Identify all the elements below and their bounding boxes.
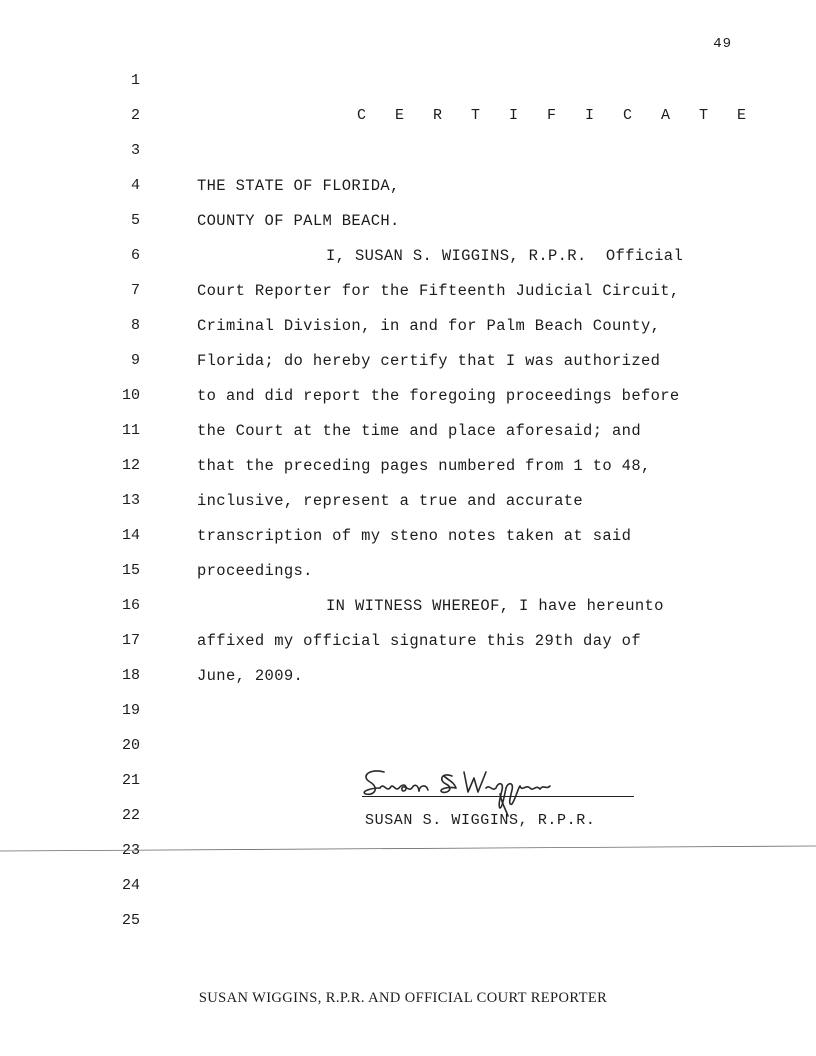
line-number-5: 5 (130, 212, 140, 229)
line-number-12: 12 (121, 457, 140, 474)
line-number-4: 4 (130, 177, 140, 194)
line-number-23: 23 (121, 842, 140, 859)
horizontal-rule (0, 844, 816, 854)
line-text-16: IN WITNESS WHEREOF, I have hereunto (326, 597, 664, 615)
footer-reporter: SUSAN WIGGINS, R.P.R. AND OFFICIAL COURT REPORTER (198, 990, 608, 1006)
line-number-20: 20 (121, 737, 140, 754)
line-number-21: 21 (121, 772, 140, 789)
line-text-8: Criminal Division, in and for Palm Beach County, (197, 317, 661, 335)
line-text-12: that the preceding pages numbered from 1 to 48, (197, 457, 651, 475)
line-text-5: COUNTY OF PALM BEACH. (197, 212, 400, 230)
line-text-15: proceedings. (197, 562, 313, 580)
signer-name: SUSAN S. WIGGINS, R.P.R. (365, 812, 596, 829)
line-number-15: 15 (121, 562, 140, 579)
line-number-17: 17 (121, 632, 140, 649)
line-number-22: 22 (121, 807, 140, 824)
line-text-14: transcription of my steno notes taken at said (197, 527, 632, 545)
line-number-9: 9 (130, 352, 140, 369)
line-number-6: 6 (130, 247, 140, 264)
line-text-11: the Court at the time and place aforesaid; and (197, 422, 641, 440)
line-text-6: I, SUSAN S. WIGGINS, R.P.R. Official (326, 247, 684, 265)
line-text-9: Florida; do hereby certify that I was authorized (197, 352, 661, 370)
line-text-13: inclusive, represent a true and accurate (197, 492, 584, 510)
line-number-16: 16 (121, 597, 140, 614)
line-number-14: 14 (121, 527, 140, 544)
line-number-1: 1 (130, 72, 140, 89)
handwritten-signature (340, 758, 640, 818)
line-text-4: THE STATE OF FLORIDA, (197, 177, 400, 195)
line-number-3: 3 (130, 142, 140, 159)
line-number-7: 7 (130, 282, 140, 299)
line-text-10: to and did report the foregoing proceedings before (197, 387, 680, 405)
signature-line (362, 796, 634, 797)
line-number-19: 19 (121, 702, 140, 719)
page-number: 49 (713, 36, 732, 52)
line-number-11: 11 (121, 422, 140, 439)
certificate-title: C E R T I F I C A T E (357, 107, 757, 124)
line-text-17: affixed my official signature this 29th day of (197, 632, 641, 650)
line-number-18: 18 (121, 667, 140, 684)
line-number-10: 10 (121, 387, 140, 404)
line-number-25: 25 (121, 912, 140, 929)
line-number-2: 2 (130, 107, 140, 124)
line-number-24: 24 (121, 877, 140, 894)
line-text-18: June, 2009. (197, 667, 304, 685)
line-number-8: 8 (130, 317, 140, 334)
line-number-13: 13 (121, 492, 140, 509)
line-text-7: Court Reporter for the Fifteenth Judicial Circuit, (197, 282, 680, 300)
